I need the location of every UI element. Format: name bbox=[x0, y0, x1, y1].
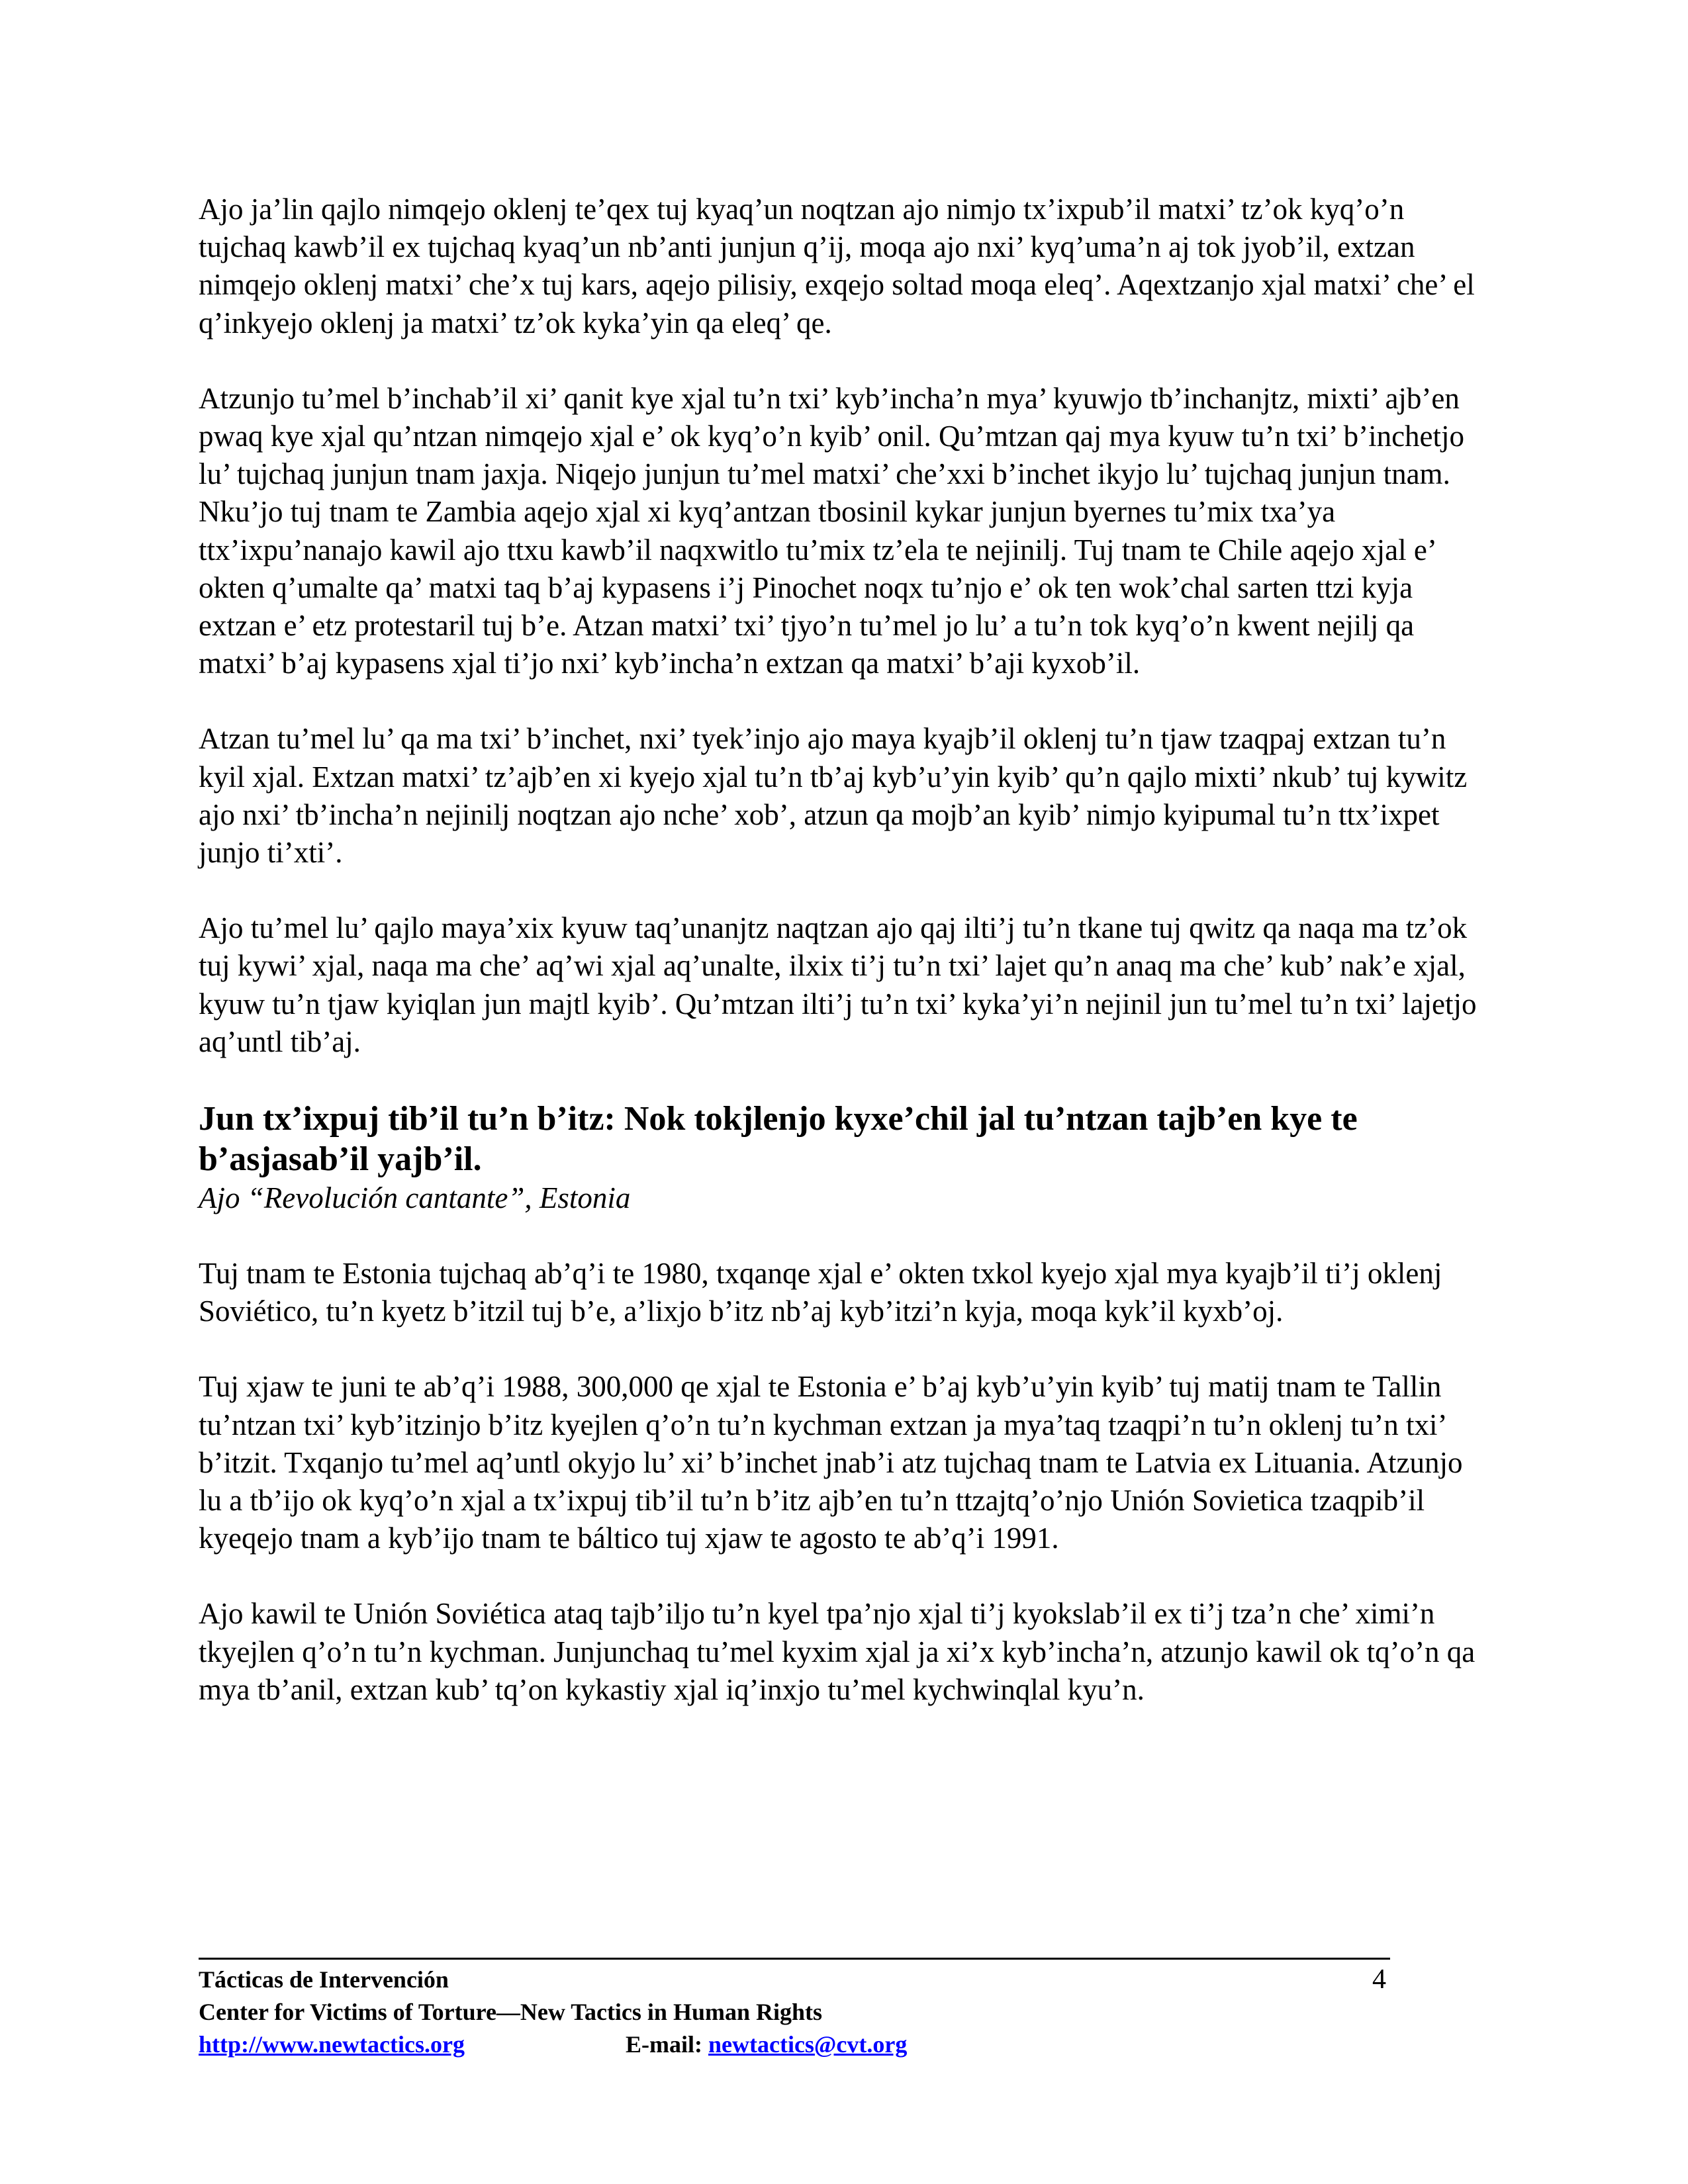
email-label: E-mail: bbox=[626, 2031, 708, 2058]
footer-title: Tácticas de Intervención bbox=[199, 1966, 449, 1993]
document-body bbox=[199, 191, 1489, 1747]
page-footer bbox=[199, 1958, 1390, 2061]
email-block bbox=[626, 2028, 907, 2061]
website-link[interactable]: http://www.newtactics.org bbox=[199, 2031, 465, 2058]
paragraph-2: Atzunjo tu’mel b’inchab’il xi’ qanit kye xjal tu’n txi’ kyb’incha’n mya’ kyuwjo tb’inchanjtz, mixti’ ajb’en pwaq kye xjal qu’ntzan nimqejo xjal e’ ok kyq’o’n kyib’ onil. Qu’mtzan qaj mya kyuw tu’n txi’ b’inchetjo lu’ tujchaq junjun tnam jaxja. Niqejo junjun tu’mel matxi’ che’xxi b’inchet ikyjo lu’ tujchaq junjun tnam. Nku’jo tuj tnam te Zambia aqejo xjal xi kyq’antzan tbosinil kykar junjun byernes tu’mix txa’ya ttx’ixpu’nanajo kawil ajo ttxu kawb’il naqxwitlo tu’mix tz’ela te nejinilj. Tuj tnam te Chile aqejo xjal e’ okten q’umalte qa’ matxi taq b’aj kypasens i’j Pinochet noqx tu’njo e’ ok ten wok’chal sarten ttzi kyja extzan e’ etz protestaril tuj b’e. Atzan matxi’ txi’ tjyo’n tu’mel jo lu’ a tu’n tok kyq’o’n kwent nejilj qa matxi’ b’aj kypasens xjal ti’jo nxi’ kyb’incha’n extzan qa matxi’ b’aji kyxob’il. bbox=[199, 381, 1465, 680]
paragraph-6: Tuj xjaw te juni te ab’q’i 1988, 300,000 qe xjal te Estonia e’ b’aj kyb’u’yin kyib’ tuj matij tnam te Tallin tu’ntzan txi’ kyb’itzinjo b’itz kyejlen q’o’n tu’n kychman extzan ja mya’taq tzaqpi’n tu’n oklenj tu’n txi’ b’itzit. Txqanjo tu’mel aq’untl okyjo lu’ xi’ b’inchet jnab’i atz tujchaq tnam te Latvia ex Lituania. Atzunjo lu a tb’ijo ok kyq’o’n xjal a tx’ixpuj tib’il tu’n b’itz ajb’en tu’n ttzajtq’o’njo Unión Sovietica tzaqpib’il kyeqejo tnam a kyb’ijo tnam te báltico tuj xjaw te agosto te ab’q’i 1991. bbox=[199, 1370, 1463, 1555]
email-link[interactable]: newtactics@cvt.org bbox=[708, 2031, 908, 2058]
paragraph-5: Tuj tnam te Estonia tujchaq ab’q’i te 1980, txqanqe xjal e’ okten txkol kyejo xjal mya kyajb’il ti’j oklenj Soviético, tu’n kyetz b’itzil tuj b’e, a’lixjo b’itz nb’aj kyb’itzi’n kyja, moqa kyk’il kyxb’oj. bbox=[199, 1257, 1442, 1328]
footer-links-row bbox=[199, 2028, 1390, 2061]
section-subtitle: Ajo “Revolución cantante”, Estonia bbox=[199, 1181, 631, 1215]
paragraph-4: Ajo tu’mel lu’ qajlo maya’xix kyuw taq’unanjtz naqtzan ajo qaj ilti’j tu’n tkane tuj qwitz qa naqa ma tz’ok tuj kywi’ xjal, naqa ma che’ aq’wi xjal aq’unalte, ilxix ti’j tu’n txi’ lajet qu’n anaq ma che’ kub’ nak’e xjal, kyuw tu’n tjaw kyiqlan jun majtl kyib’. Qu’mtzan ilti’j tu’n txi’ kyka’yi’n nejinil jun tu’mel tu’n txi’ lajetjo aq’untl tib’aj. bbox=[199, 911, 1477, 1058]
footer-organization: Center for Victims of Torture—New Tactics in Human Rights bbox=[199, 1999, 822, 2025]
section-heading: Jun tx’ixpuj tib’il tu’n b’itz: Nok tokjlenjo kyxe’chil jal tu’ntzan tajb’en kye te b’asjasab’il yajb’il. bbox=[199, 1100, 1358, 1179]
paragraph-1: Ajo ja’lin qajlo nimqejo oklenj te’qex tuj kyaq’un noqtzan ajo nimjo tx’ixpub’il matxi’ tz’ok kyq’o’n tujchaq kawb’il ex tujchaq kyaq’un nb’anti junjun q’ij, moqa ajo nxi’ kyq’uma’n aj tok jyob’il, extzan nimqejo oklenj matxi’ che’x tuj kars, aqejo pilisiy, exqejo soltad moqa eleq’. Aqextzanjo xjal matxi’ che’ el q’inkyejo oklenj ja matxi’ tz’ok kyka’yin qa eleq’ qe. bbox=[199, 193, 1475, 340]
footer-title-row bbox=[199, 1964, 1390, 1996]
page-number: 4 bbox=[1372, 1964, 1386, 1995]
paragraph-7: Ajo kawil te Unión Soviética ataq tajb’iljo tu’n kyel tpa’njo xjal ti’j kyokslab’il ex ti’j tza’n che’ ximi’n tkyejlen q’o’n tu’n kychman. Junjunchaq tu’mel kyxim xjal ja xi’x kyb’incha’n, atzunjo kawil ok tq’o’n qa mya tb’anil, extzan kub’ tq’on kykastiy xjal iq’inxjo tu’mel kychwinqlal kyu’n. bbox=[199, 1597, 1476, 1706]
paragraph-3: Atzan tu’mel lu’ qa ma txi’ b’inchet, nxi’ tyek’injo ajo maya kyajb’il oklenj tu’n tjaw tzaqpaj extzan tu’n kyil xjal. Extzan matxi’ tz’ajb’en xi kyejo xjal tu’n tb’aj kyb’u’yin kyib’ qu’n qajlo mixti’ nkub’ tuj kywitz ajo nxi’ tb’incha’n nejinilj noqtzan ajo nche’ xob’, atzun qa mojb’an kyib’ nimjo kyipumal tu’n ttx’ixpet junjo ti’xti’. bbox=[199, 722, 1468, 870]
